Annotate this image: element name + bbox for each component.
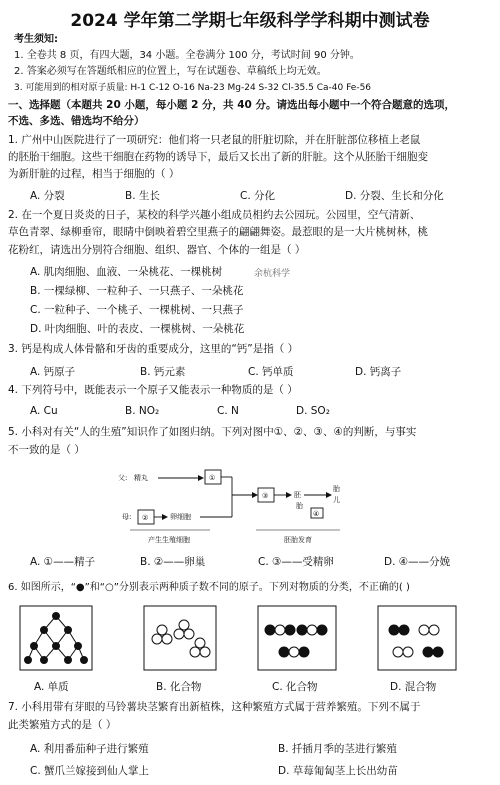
q1-option-d: D. 分裂、生长和分化 xyxy=(345,190,444,202)
father-label: 父: xyxy=(118,474,128,482)
q7-stem-line2: 此类繁殖方式的是（ ） xyxy=(8,719,117,731)
q2-option-b: B. 一棵绿柳、一粒种子、一只燕子、一朵桃花 xyxy=(30,285,244,297)
q2-stem-line3: 花粉红，请选出分别符合细胞、组织、器官、个体的一组是（ ） xyxy=(8,244,306,256)
q6-option-b: B. 化合物 xyxy=(156,681,202,693)
q7-stem-line1: 7. 小科用带有芽眼的马铃薯块茎繁育出新植株，这种繁殖方式属于营养繁殖。下列不属于 xyxy=(8,701,421,713)
q3-option-d: D. 钙离子 xyxy=(355,366,402,378)
q3-option-b: B. 钙元素 xyxy=(140,366,186,378)
q6-option-d: D. 混合物 xyxy=(390,681,437,693)
q5-stem-line1: 5. 小科对有关“人的生殖”知识作了如图归纳。下列对图中①、②、③、④的判断，与事实 xyxy=(8,426,417,438)
q2-stem-line1: 2. 在一个夏日炎炎的日子，某校的科学兴趣小组成员相约去公园玩。公园里，空气清新、 xyxy=(8,209,421,221)
q5-option-d: D. ④——分娩 xyxy=(384,556,451,568)
q7-option-d: D. 草莓匍匐茎上长出幼苗 xyxy=(278,765,398,777)
q2-option-d: D. 叶肉细胞、叶的表皮、一棵桃树、一朵桃花 xyxy=(30,323,245,335)
q4-option-c: C. N xyxy=(217,405,239,417)
figure-b xyxy=(144,606,216,670)
q1-option-a: A. 分裂 xyxy=(30,190,65,202)
q1-option-b: B. 生长 xyxy=(125,190,160,202)
figure-c xyxy=(258,606,336,670)
q2-stem-line2: 草色青翠、绿柳垂帘，眼睛中倒映着碧空里燕子的翩翩舞姿。最惹眼的是一大片桃树林，桃 xyxy=(8,226,428,238)
num-3: ③ xyxy=(262,492,269,500)
q3-option-a: A. 钙原子 xyxy=(30,366,76,378)
num-2: ② xyxy=(142,514,149,522)
zygote-small-label: 胎 xyxy=(296,502,303,510)
q5-stem-line2: 不一致的是（ ） xyxy=(8,444,85,456)
q3-stem: 3. 钙是构成人体骨骼和牙齿的重要成分，这里的“钙”是指（ ） xyxy=(8,343,299,355)
fetus-label: 胎 xyxy=(333,485,340,493)
embryo-label: 胚 xyxy=(294,491,301,499)
q2-option-c: C. 一粒种子、一个桃子、一棵桃树、一只燕子 xyxy=(30,304,244,316)
mother-label: 母: xyxy=(122,513,132,521)
q1-stem-line1: 1. 广州中山医院进行了一项研究：他们将一只老鼠的肝脏切除，并在肝脏部位移植上老鼠 xyxy=(8,134,421,146)
q6-option-a: A. 单质 xyxy=(34,681,69,693)
embryo-development-label: 胚胎发育 xyxy=(284,536,312,544)
q1-stem-line3: 为新肝脏的过程，相当于细胞的（ ） xyxy=(8,168,180,180)
q7-option-a: A. 利用番茄种子进行繁殖 xyxy=(30,743,149,755)
q6-option-c: C. 化合物 xyxy=(272,681,318,693)
reproduction-diagram xyxy=(118,470,341,544)
q4-option-b: B. NO₂ xyxy=(125,405,160,417)
watermark-text: 余杭科学 xyxy=(254,269,291,279)
q4-stem: 4. 下列符号中，既能表示一个原子又能表示一种物质的是（ ） xyxy=(8,384,298,396)
notice-item-2: 2. 答案必须写在答题纸相应的位置上，写在试题卷、草稿纸上均无效。 xyxy=(14,66,327,77)
q3-option-c: C. 钙单质 xyxy=(248,366,294,378)
num-1: ① xyxy=(209,474,216,482)
q1-stem-line2: 的胚胎干细胞。这些干细胞在药物的诱导下，最后又长出了新的肝脏。这个从胚胎干细胞变 xyxy=(8,151,428,163)
q4-option-a: A. Cu xyxy=(30,405,58,417)
section-heading-line2: 不选、多选、错选均不给分） xyxy=(8,115,145,127)
q6-stem: 6. 如图所示，“●”和“○”分别表示两种质子数不同的原子。下列对物质的分类，不正确的( ) xyxy=(8,582,410,593)
notice-item-1: 1. 全卷共 8 页，有四大题，34 小题。全卷满分 100 分，考试时间 90 分钟。 xyxy=(14,50,360,61)
figure-a xyxy=(20,606,92,670)
molecule-figures xyxy=(20,606,456,670)
page-title: 2024 学年第二学期七年级科学学科期中测试卷 xyxy=(70,11,430,31)
q5-option-c: C. ③——受精卵 xyxy=(258,556,334,568)
q5-option-a: A. ①——精子 xyxy=(30,556,96,568)
q7-option-c: C. 蟹爪兰嫁接到仙人掌上 xyxy=(30,765,150,777)
sperm-label: 精丸 xyxy=(134,474,148,482)
fetus-label-2: 儿 xyxy=(333,496,340,504)
q5-option-b: B. ②——卵巢 xyxy=(140,556,206,568)
q1-option-c: C. 分化 xyxy=(240,190,276,202)
q2-option-a: A. 肌肉细胞、血液、一朵桃花、一棵桃树 xyxy=(30,266,223,278)
notice-item-3: 3. 可能用到的相对原子质量: H-1 C-12 O-16 Na-23 Mg-24 S-32 Cl-35.5 Ca-40 Fe-56 xyxy=(14,83,372,93)
section-heading-line1: 一、选择题（本题共 20 小题，每小题 2 分，共 40 分。请选出每小题中一个符合题意的选项， xyxy=(8,99,455,111)
num-4: ④ xyxy=(313,510,320,518)
produce-cells-label: 产生生殖细胞 xyxy=(148,536,190,544)
q7-option-b: B. 扦插月季的茎进行繁殖 xyxy=(278,743,397,755)
figure-d xyxy=(378,606,456,670)
q4-option-d: D. SO₂ xyxy=(296,405,330,417)
egg-label: 卵细胞 xyxy=(170,513,191,521)
notice-heading: 考生须知: xyxy=(14,34,58,45)
